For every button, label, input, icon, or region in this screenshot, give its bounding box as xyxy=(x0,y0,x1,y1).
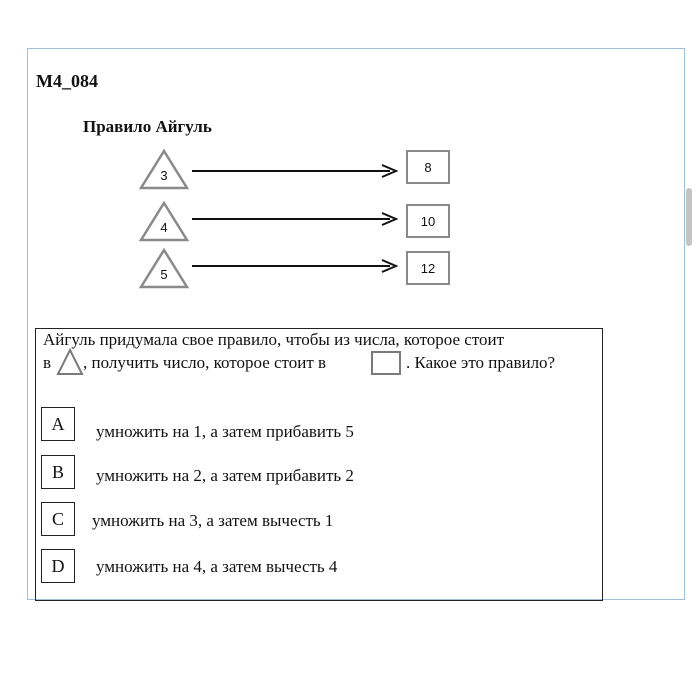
mapping-row xyxy=(138,247,458,295)
square-output-value: 12 xyxy=(406,251,450,285)
square-output-value: 10 xyxy=(406,204,450,238)
triangle-icon xyxy=(56,348,84,376)
option-b-text[interactable]: умножить на 2, а затем прибавить 2 xyxy=(96,466,354,485)
option-c-text[interactable]: умножить на 3, а затем вычесть 1 xyxy=(92,511,334,530)
question-text-line2-end: . Какое это правило? xyxy=(406,353,556,372)
scrollbar-thumb[interactable] xyxy=(686,188,692,246)
question-text-line1: Айгуль придумала свое правило, чтобы из числа, которое стоит xyxy=(43,330,505,349)
question-text-line2-middle: , получить число, которое стоит в xyxy=(83,353,327,372)
triangle-input-value: 5 xyxy=(160,267,168,282)
option-c-letter[interactable]: C xyxy=(41,502,75,536)
triangle-input-value: 3 xyxy=(160,168,168,183)
option-b-letter[interactable]: B xyxy=(41,455,75,489)
square-icon xyxy=(371,351,401,375)
triangle-input-value: 4 xyxy=(160,220,168,235)
arrow-right-icon xyxy=(190,163,402,179)
task-id: M4_084 xyxy=(36,71,98,91)
square-output-value: 8 xyxy=(406,150,450,184)
arrow-right-icon xyxy=(190,258,402,274)
option-a-text[interactable]: умножить на 1, а затем прибавить 5 xyxy=(96,422,354,441)
mapping-row xyxy=(138,200,458,248)
option-d-letter[interactable]: D xyxy=(41,549,75,583)
arrow-right-icon xyxy=(190,211,402,227)
rule-title: Правило Айгуль xyxy=(83,117,212,136)
question-text-line2-start: в xyxy=(43,353,52,372)
option-a-letter[interactable]: A xyxy=(41,407,75,441)
option-d-text[interactable]: умножить на 4, а затем вычесть 4 xyxy=(96,557,338,576)
mapping-row xyxy=(138,148,458,196)
